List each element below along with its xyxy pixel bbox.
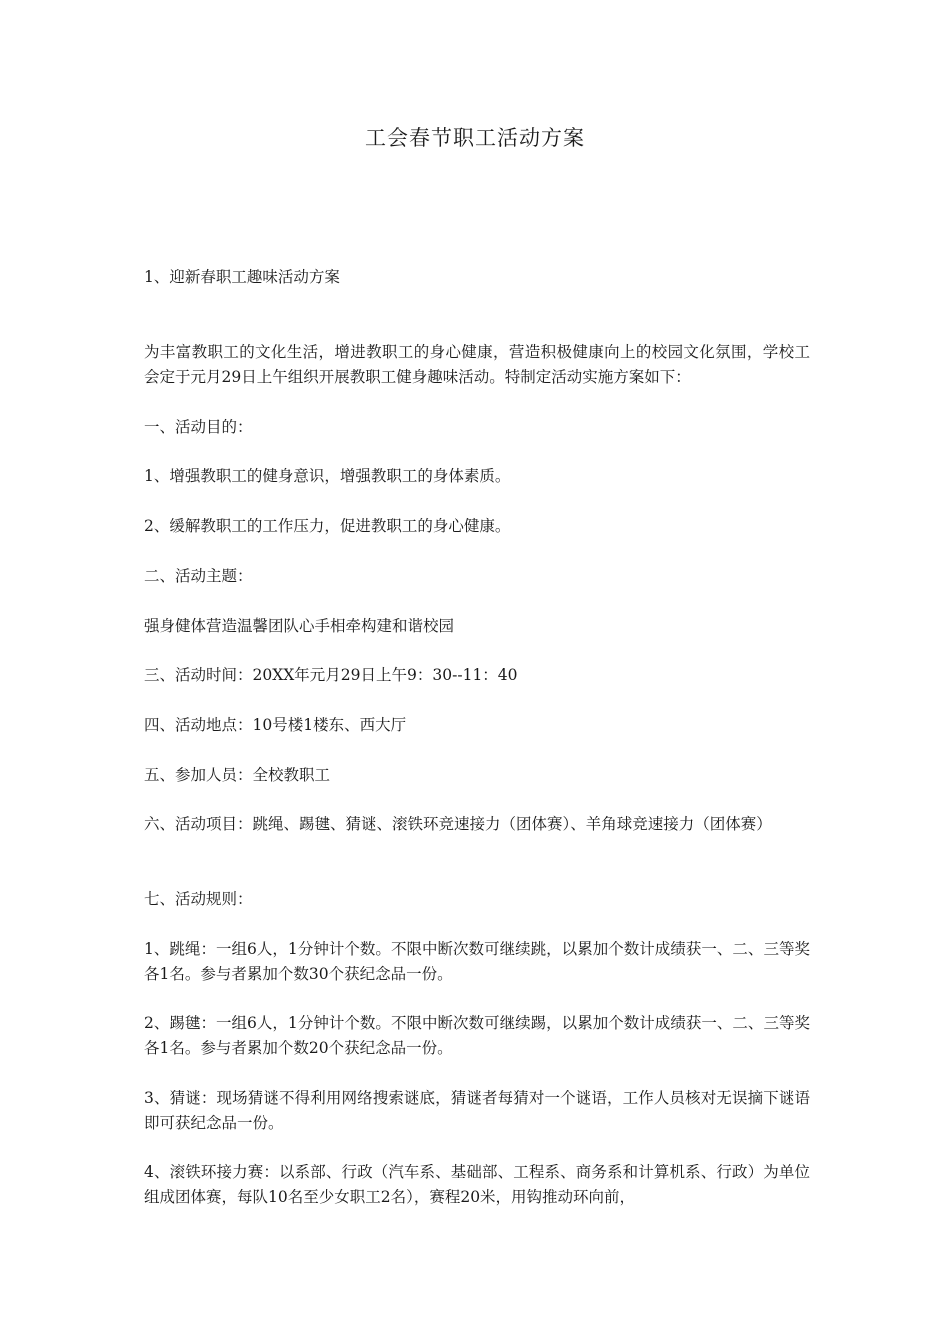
activity-time: 三、活动时间：20XX年元月29日上午9：30--11：40: [144, 666, 518, 684]
rule-riddles: 3、猜谜：现场猜谜不得利用网络搜索谜底，猜谜者每猜对一个谜语，工作人员核对无误摘下谜语即可获纪念品一份。: [144, 1089, 810, 1132]
heading-purpose: 一、活动目的：: [144, 418, 253, 436]
purpose-item-1: 1、增强教职工的健身意识，增强教职工的身体素质。: [144, 467, 511, 485]
participants: 五、参加人员：全校教职工: [144, 766, 331, 784]
rule-jump-rope: 1、跳绳：一组6人，1分钟计个数。不限中断次数可继续跳，以累加个数计成绩获一、二、三等奖各1名。参与者累加个数30个获纪念品一份。: [144, 940, 810, 983]
document-title: 工会春节职工活动方案: [365, 126, 585, 150]
activity-location: 四、活动地点：10号楼1楼东、西大厅: [144, 716, 407, 734]
rule-hoop-relay: 4、滚铁环接力赛：以系部、行政（汽车系、基础部、工程系、商务系和计算机系、行政）为单位组成团体赛，每队10名至少女职工2名），赛程20米，用钩推动环向前，: [144, 1163, 810, 1206]
section-heading: 1、迎新春职工趣味活动方案: [144, 268, 340, 286]
heading-rules: 七、活动规则：: [144, 890, 253, 908]
purpose-item-2: 2、缓解教职工的工作压力，促进教职工的身心健康。: [144, 517, 511, 535]
heading-theme: 二、活动主题：: [144, 567, 253, 585]
activity-items: 六、活动项目：跳绳、踢毽、猜谜、滚铁环竞速接力（团体赛）、羊角球竞速接力（团体赛）: [144, 815, 772, 833]
rule-shuttlecock: 2、踢毽：一组6人，1分钟计个数。不限中断次数可继续踢，以累加个数计成绩获一、二、三等奖各1名。参与者累加个数20个获纪念品一份。: [144, 1014, 810, 1057]
theme-text: 强身健体营造温馨团队心手相牵构建和谐校园: [144, 617, 455, 635]
intro-paragraph: 为丰富教职工的文化生活，增进教职工的身心健康，营造积极健康向上的校园文化氛围，学校工会定于元月29日上午组织开展教职工健身趣味活动。特制定活动实施方案如下：: [144, 343, 810, 386]
